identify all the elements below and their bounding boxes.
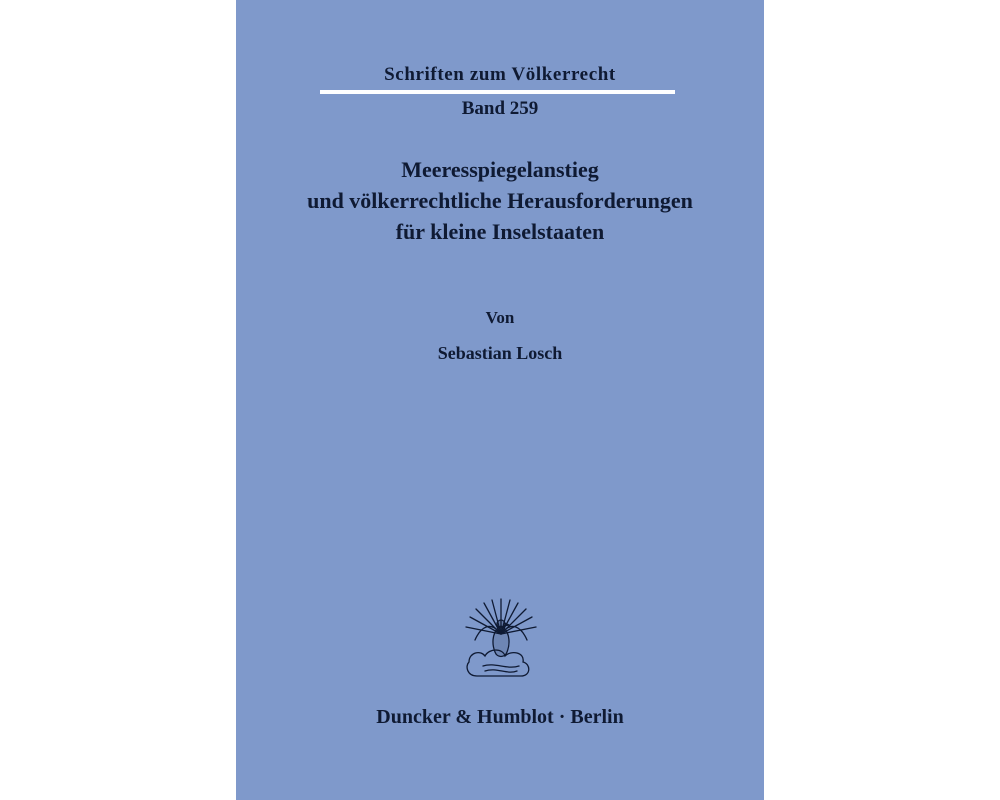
by-label: Von xyxy=(485,308,515,327)
series-title: Schriften zum Völkerrecht xyxy=(384,64,616,85)
book-cover xyxy=(236,0,764,800)
title-line: für kleine Inselstaaten xyxy=(395,219,605,244)
title-line: und völkerrechtliche Herausforderungen xyxy=(307,188,693,213)
eagle-emblem-icon xyxy=(461,596,541,684)
author-name: Sebastian Losch xyxy=(437,343,563,363)
book-title xyxy=(236,154,764,247)
publisher-imprint: Duncker & Humblot · Berlin xyxy=(376,706,624,728)
title-line: Meeresspiegelanstieg xyxy=(401,157,599,182)
volume-number: Band 259 xyxy=(461,98,539,119)
series-divider xyxy=(320,90,675,94)
